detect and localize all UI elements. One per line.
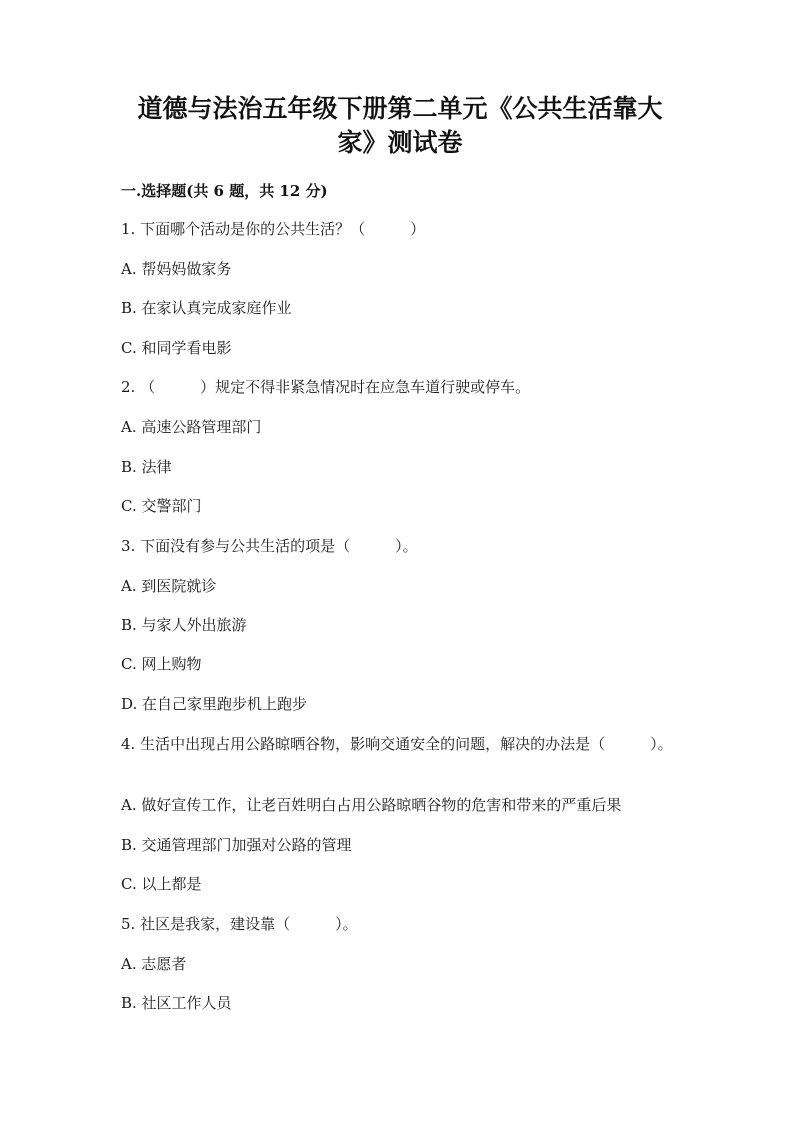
section-heading: 一.选择题(共 6 题，共 12 分) [121, 182, 328, 200]
question-2-option-b: B. 法律 [121, 458, 172, 476]
question-3-option-c: C. 网上购物 [121, 655, 202, 673]
question-3-stem: 3. 下面没有参与公共生活的项是（ ）。 [121, 537, 418, 555]
question-3-option-a: A. 到医院就诊 [121, 577, 217, 595]
question-4-option-c: C. 以上都是 [121, 875, 202, 893]
question-5-option-a: A. 志愿者 [121, 955, 187, 973]
question-5-stem: 5. 社区是我家，建设靠（ ）。 [121, 915, 358, 933]
question-4-option-b: B. 交通管理部门加强对公路的管理 [121, 836, 352, 854]
question-2-option-a: A. 高速公路管理部门 [121, 418, 262, 436]
question-3-option-d: D. 在自己家里跑步机上跑步 [121, 695, 308, 713]
page-title: 道德与法治五年级下册第二单元《公共生活靠大家》测试卷 [137, 94, 663, 157]
question-1-option-a: A. 帮妈妈做家务 [121, 260, 232, 278]
question-2-stem: 2. （ ）规定不得非紧急情况时在应急车道行驶或停车。 [121, 378, 531, 396]
question-4-stem: 4. 生活中出现占用公路晾晒谷物，影响交通安全的问题，解决的办法是（ ）。 [121, 735, 673, 753]
question-1-option-b: B. 在家认真完成家庭作业 [121, 299, 292, 317]
question-4-option-a: A. 做好宣传工作，让老百姓明白占用公路晾晒谷物的危害和带来的严重后果 [121, 796, 622, 814]
question-3-option-b: B. 与家人外出旅游 [121, 616, 247, 634]
question-1-option-c: C. 和同学看电影 [121, 339, 232, 357]
question-2-option-c: C. 交警部门 [121, 497, 202, 515]
question-5-option-b: B. 社区工作人员 [121, 994, 232, 1012]
question-1-stem: 1. 下面哪个活动是你的公共生活？（ ） [121, 220, 426, 238]
